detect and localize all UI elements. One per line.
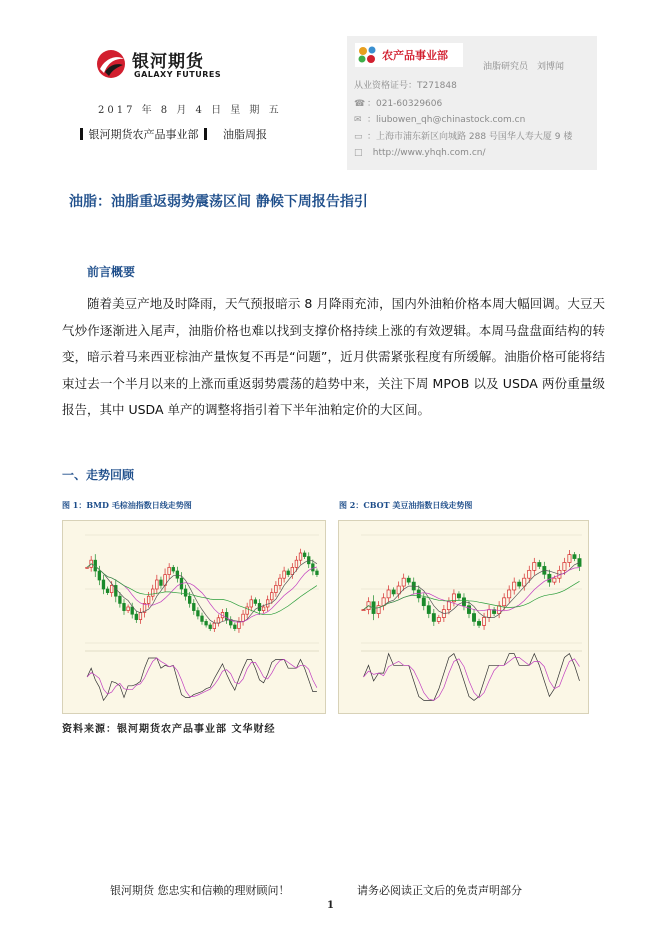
candle [457,594,460,598]
candle [392,590,395,594]
candle [402,578,405,586]
oscillator-line [87,658,317,700]
phone-icon: ☎ [354,99,366,109]
candle [262,607,265,611]
figure1-caption: 图 1：BMD 毛棕油指数日线走势图 [62,500,192,510]
dept-bar [78,126,267,142]
candle [131,607,134,614]
candle [184,589,187,596]
candle [563,562,566,570]
agri-logo-text: 农产品事业部 [382,49,448,62]
candle [513,582,516,590]
galaxy-logo-icon [96,49,126,79]
candle [205,621,208,625]
candle [139,612,142,619]
candle [110,585,113,592]
candle [387,590,390,598]
candle [287,571,290,575]
company-name-cn: 银河期货 [132,52,204,72]
address: ：上海市浦东新区向城路 288 号国华人寿大厦 9 楼 [367,132,573,142]
candle [303,553,306,557]
report-type: 油脂周报 [223,128,267,141]
candle [377,606,380,614]
report-date: 2017 年 8 月 4 日 星 期 五 [98,105,282,116]
data-source: 资料来源：银河期货农产品事业部 文华财经 [62,724,276,735]
dept-name: 银河期货农产品事业部 [88,128,199,141]
candle [176,571,179,578]
candle [528,570,531,578]
website-line[interactable] [354,148,486,158]
candle [119,596,122,603]
candle [254,600,257,604]
section-heading: 一、走势回顾 [62,468,135,482]
candle [295,560,298,567]
license-number: 从业资格证号：T271848 [354,81,457,91]
phone-line [354,96,442,109]
book-icon: ▭ [354,132,363,142]
candle [106,589,109,593]
cbot-chart [338,520,589,714]
candle [503,598,506,606]
candle [192,603,195,610]
intro-paragraph: 随着美豆产地及时降雨，天气预报暗示 8 月降雨充沛，国内外油粕价格本周大幅回调。大豆天气炒作逐渐进入尾声，油脂价格也难以找到支撑价格持续上涨的有效逻辑。本周马盘盘面结构的转变，暗示着马来西亚棕油产量恢复不再是“问题”，近月供需紧张程度有所缓解。油脂价格可能将结束过去一个半月以来的上涨而重返弱势震荡的趋势中来，关注下周 MPOB 以及 USDA 两份重量级报告，其中 USDA 单产的调整将指引着下半年油粕定价的大区间。 [62,296,605,417]
candle [127,607,130,611]
candle [518,582,521,586]
oscillator-line [364,654,580,701]
candle [299,553,302,560]
candle [312,564,315,571]
candle [172,567,175,571]
candle [407,578,410,582]
candle [151,589,154,596]
candle [523,578,526,586]
figure2-caption: 图 2：CBOT 美豆油指数日线走势图 [339,500,473,510]
oscillator-line [364,658,580,701]
candle [242,614,245,621]
candle [250,600,253,607]
candle [508,590,511,598]
email-line[interactable] [354,112,525,125]
candle [447,602,450,610]
candle [270,593,273,600]
candle [482,617,485,625]
candle [160,580,163,585]
cbot-chart-svg [339,521,588,713]
candle [283,571,286,578]
candle [397,586,400,594]
candle [422,598,425,606]
candle [217,618,220,623]
candle [568,555,571,563]
candle [553,578,556,582]
phone-number: ：021-60329606 [367,99,443,109]
divider [80,128,83,140]
candle [156,580,159,589]
candle [123,603,126,610]
bmd-chart [62,520,326,714]
candle [135,614,138,619]
candle [316,571,319,575]
candle [266,600,269,607]
page-number: 1 [327,900,334,911]
candle [102,580,105,589]
candle [498,606,501,614]
candle [477,621,480,625]
address-line [354,129,572,142]
agri-dept-logo [355,43,463,67]
footer-slogan: 银河期货 您忠实和信赖的理财顾问！ [110,884,290,897]
candle [209,625,212,629]
candle [201,616,204,621]
candle [538,562,541,566]
email-address[interactable]: ：liubowen_qh@chinastock.com.cn [367,115,526,125]
moving-average-line [364,563,580,618]
website-link[interactable]: http://www.yhqh.com.cn/ [372,148,486,158]
bmd-chart-svg [63,521,325,713]
candle [362,610,365,611]
mail-icon: ✉ [354,115,362,125]
divider [204,128,207,140]
candle [427,606,430,614]
candle [573,555,576,559]
intro-heading: 前言概要 [87,265,136,279]
candle [98,571,101,580]
analyst-name: 油脂研究员 刘博闻 [483,62,565,72]
monitor-icon: □ [354,148,363,158]
candle [188,596,191,603]
moving-average-line [364,581,580,609]
company-name-en: GALAXY FUTURES [134,70,222,79]
footer-disclaimer: 请务必阅读正文后的免责声明部分 [357,884,522,897]
candle [487,610,490,618]
candle [467,606,470,614]
agri-logo-icon [357,45,379,65]
candle [168,567,171,574]
candle [213,623,216,628]
candle [275,585,278,592]
candle [147,596,150,603]
candle [533,562,536,570]
report-title: 油脂：油脂重返弱势震荡区间 静候下周报告指引 [69,194,368,210]
candle [472,614,475,622]
candle [197,611,200,616]
candle [291,567,294,574]
candle [279,578,282,585]
candle [234,625,237,629]
candle [432,614,435,622]
candle [86,567,89,568]
candle [437,617,440,621]
